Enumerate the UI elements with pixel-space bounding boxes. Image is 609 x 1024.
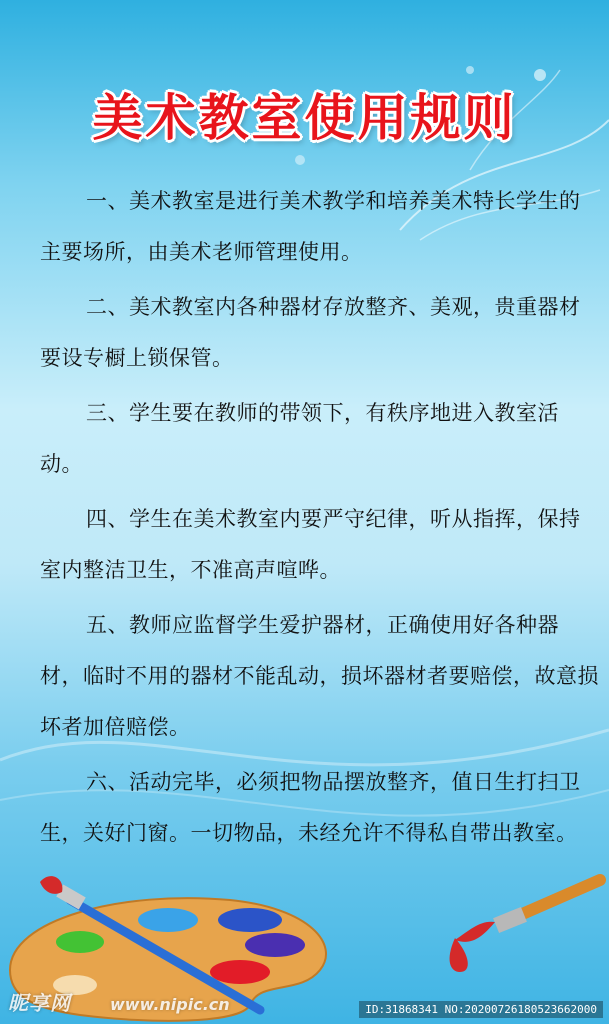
watermark-logo: 昵享网 xyxy=(8,991,71,1015)
watermark-url: www.nipic.cn xyxy=(110,995,230,1014)
watermark-id: ID:31868341 NO:20200726180523662000 xyxy=(359,1001,603,1018)
paintbrush-right-icon xyxy=(450,880,600,972)
rule-item-4: 四、学生在美术教室内要严守纪律，听从指挥，保持室内整洁卫生，不准高声喧哗。 xyxy=(40,507,581,582)
rule-item-2: 二、美术教室内各种器材存放整齐、美观，贵重器材要设专橱上锁保管。 xyxy=(40,295,581,370)
page-title: 美术教室使用规则 xyxy=(92,88,517,147)
rule-item-1: 一、美术教室是进行美术教学和培养美术特长学生的主要场所，由美术老师管理使用。 xyxy=(40,189,581,264)
rules-list xyxy=(40,176,600,863)
rule-item-6: 六、活动完毕，必须把物品摆放整齐，值日生打扫卫生，关好门窗。一切物品，未经允许不得私自带出教室。 xyxy=(40,770,581,845)
rule-item-3: 三、学生要在教师的带领下，有秩序地进入教室活动。 xyxy=(40,401,559,476)
art-supplies-illustration xyxy=(0,860,609,1024)
rule-item-5: 五、教师应监督学生爱护器材，正确使用好各种器材，临时不用的器材不能乱动，损坏器材者要赔偿，故意损坏者加倍赔偿。 xyxy=(40,613,599,739)
